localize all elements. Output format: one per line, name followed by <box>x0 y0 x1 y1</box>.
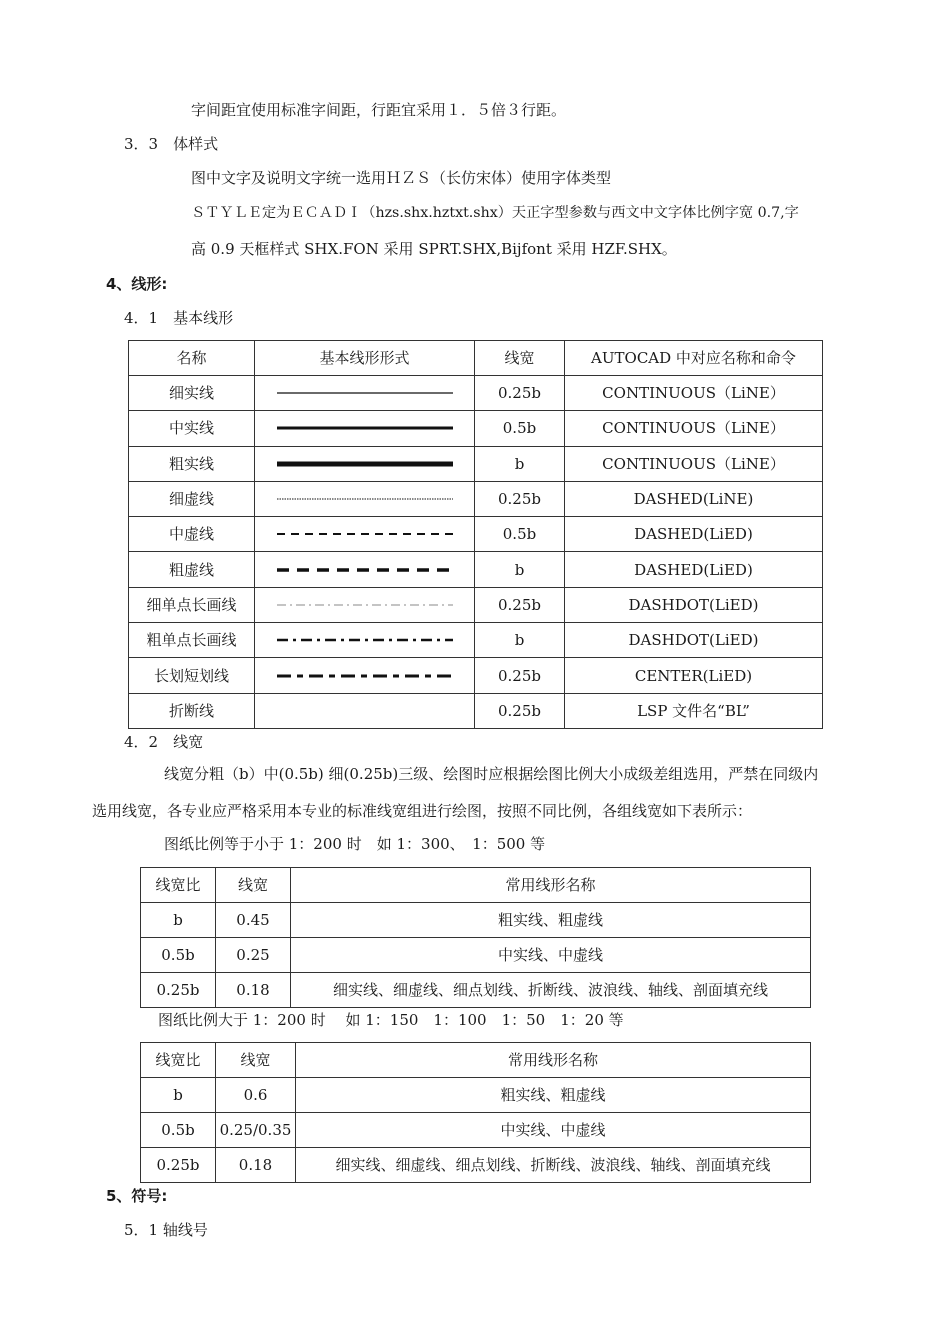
cell-linewidth: 0.5b <box>475 411 565 446</box>
cell-linetype-sample <box>255 376 475 411</box>
cell-linetype-name: 粗虚线 <box>129 552 255 587</box>
header-name: 名称 <box>129 341 255 376</box>
cell-linetype-name: 长划短划线 <box>129 658 255 693</box>
section-3-3-heading: 3．3 体样式 <box>124 135 219 153</box>
table-row <box>129 411 823 446</box>
table-row <box>129 552 823 587</box>
cell-linewidth: b <box>475 446 565 481</box>
cell-linetype-name: 细实线 <box>129 376 255 411</box>
header-width: 线宽 <box>216 1043 296 1078</box>
cell-linewidth: b <box>475 623 565 658</box>
table-row <box>129 587 823 622</box>
table-row <box>129 658 823 693</box>
header-width: 线宽 <box>475 341 565 376</box>
cell-linewidth: 0.25b <box>475 587 565 622</box>
header-ratio: 线宽比 <box>141 1043 216 1078</box>
cell-autocad-command: CONTINUOUS（LiNE） <box>565 411 823 446</box>
lineweight-paragraph-2: 选用线宽，各专业应严格采用本专业的标准线宽组进行绘图，按照不同比例，各组线宽如下表所示： <box>92 802 753 820</box>
table-row <box>141 1148 811 1183</box>
table-row <box>129 517 823 552</box>
cell-types: 细实线、细虚线、细点划线、折断线、波浪线、轴线、剖面填充线 <box>296 1148 811 1183</box>
cell-ratio: 0.5b <box>141 938 216 973</box>
linetype-sample-thin-dashdot <box>275 599 455 611</box>
cell-linetype-sample <box>255 411 475 446</box>
cell-linetype-sample <box>255 481 475 516</box>
cell-autocad-command: DASHED(LiED) <box>565 517 823 552</box>
cell-linetype-name: 中实线 <box>129 411 255 446</box>
cell-width: 0.25/0.35 <box>216 1113 296 1148</box>
header-ratio: 线宽比 <box>141 868 216 903</box>
section-5-heading: 5、符号: <box>106 1187 168 1205</box>
table-row <box>129 446 823 481</box>
header-linetype: 基本线形形式 <box>255 341 475 376</box>
table-header-row <box>141 868 811 903</box>
cell-linetype-name: 细单点长画线 <box>129 587 255 622</box>
lineweight-table-small-scale <box>140 867 811 1008</box>
linetype-sample-thick-solid <box>275 458 455 470</box>
linetype-sample-medium-solid <box>275 422 455 434</box>
cell-types: 粗实线、粗虚线 <box>291 903 811 938</box>
table-row <box>141 938 811 973</box>
line-spacing-text: 字间距宜使用标准字间距，行距宜采用１．５倍３行距。 <box>191 101 567 119</box>
cell-autocad-command: DASHDOT(LiED) <box>565 587 823 622</box>
cell-autocad-command: DASHED(LiED) <box>565 552 823 587</box>
linetype-sample-thin-solid <box>275 387 455 399</box>
cell-autocad-command: CONTINUOUS（LiNE） <box>565 446 823 481</box>
font-paragraph-2: ＳＴＹＬＥ定为ＥＣＡＤＩ（hzs.shx.hztxt.shx）天正字型参数与西文中文字体比例字宽 0.7,字 <box>191 205 799 221</box>
cell-linetype-sample <box>255 517 475 552</box>
header-types: 常用线形名称 <box>291 868 811 903</box>
cell-autocad-command: CENTER(LiED) <box>565 658 823 693</box>
cell-linetype-name: 粗实线 <box>129 446 255 481</box>
linetype-sample-medium-dashed <box>275 528 455 540</box>
header-autocad: AUTOCAD 中对应名称和命令 <box>565 341 823 376</box>
section-5-1-heading: 5．1 轴线号 <box>124 1221 208 1239</box>
scale-caption-2: 图纸比例大于 1：200 时 如 1：150 1：100 1：50 1：20 等 <box>158 1011 624 1029</box>
cell-width: 0.6 <box>216 1078 296 1113</box>
section-4-heading: 4、线形: <box>106 275 168 293</box>
table-row <box>129 481 823 516</box>
cell-linetype-name: 细虚线 <box>129 481 255 516</box>
cell-types: 细实线、细虚线、细点划线、折断线、波浪线、轴线、剖面填充线 <box>291 973 811 1008</box>
table-header-row <box>129 341 823 376</box>
cell-linetype-sample <box>255 587 475 622</box>
table-row <box>141 1113 811 1148</box>
table-row <box>141 903 811 938</box>
cell-linetype-name: 中虚线 <box>129 517 255 552</box>
cell-linetype-name: 折断线 <box>129 693 255 728</box>
section-4-1-heading: 4．1 基本线形 <box>124 309 234 327</box>
header-types: 常用线形名称 <box>296 1043 811 1078</box>
cell-width: 0.18 <box>216 973 291 1008</box>
scale-caption-1: 图纸比例等于小于 1：200 时 如 1：300、 1：500 等 <box>164 835 546 853</box>
font-paragraph-1: 图中文字及说明文字统一选用ＨＺＳ（长仿宋体）使用字体类型 <box>191 169 612 187</box>
table-row <box>129 693 823 728</box>
lineweight-paragraph-1: 线宽分粗（b）中(0.5b) 细(0.25b)三级、绘图时应根据绘图比例大小成级差组选用，严禁在同级内 <box>164 765 819 783</box>
cell-ratio: 0.25b <box>141 1148 216 1183</box>
cell-width: 0.18 <box>216 1148 296 1183</box>
table-row <box>129 623 823 658</box>
table-row <box>141 973 811 1008</box>
table-row <box>129 376 823 411</box>
cell-linewidth: 0.25b <box>475 481 565 516</box>
cell-types: 中实线、中虚线 <box>296 1113 811 1148</box>
cell-linetype-sample <box>255 693 475 728</box>
linetype-sample-thin-dashed <box>275 493 455 505</box>
font-paragraph-3: 高 0.9 天框样式 SHX.FON 采用 SPRT.SHX,Bijfont 采用 HZF.SHX。 <box>191 240 677 258</box>
cell-ratio: 0.25b <box>141 973 216 1008</box>
cell-ratio: b <box>141 1078 216 1113</box>
cell-autocad-command: CONTINUOUS（LiNE） <box>565 376 823 411</box>
table-row <box>141 1078 811 1113</box>
cell-linetype-sample <box>255 658 475 693</box>
cell-linewidth: 0.25b <box>475 693 565 728</box>
cell-linetype-sample <box>255 623 475 658</box>
cell-linewidth: 0.25b <box>475 658 565 693</box>
cell-linewidth: b <box>475 552 565 587</box>
lineweight-table-large-scale <box>140 1042 811 1183</box>
cell-width: 0.45 <box>216 903 291 938</box>
cell-linetype-name: 粗单点长画线 <box>129 623 255 658</box>
cell-autocad-command: DASHED(LiNE) <box>565 481 823 516</box>
linetype-table <box>128 340 823 729</box>
table-header-row <box>141 1043 811 1078</box>
cell-types: 粗实线、粗虚线 <box>296 1078 811 1113</box>
linetype-sample-thick-dashdot <box>275 634 455 646</box>
cell-linewidth: 0.25b <box>475 376 565 411</box>
cell-ratio: b <box>141 903 216 938</box>
cell-linewidth: 0.5b <box>475 517 565 552</box>
cell-autocad-command: LSP 文件名“BL” <box>565 693 823 728</box>
header-width: 线宽 <box>216 868 291 903</box>
cell-width: 0.25 <box>216 938 291 973</box>
section-4-2-heading: 4．2 线宽 <box>124 733 204 751</box>
cell-types: 中实线、中虚线 <box>291 938 811 973</box>
cell-linetype-sample <box>255 552 475 587</box>
linetype-sample-center <box>275 670 455 682</box>
linetype-sample-thick-dashed <box>275 564 455 576</box>
cell-ratio: 0.5b <box>141 1113 216 1148</box>
cell-autocad-command: DASHDOT(LiED) <box>565 623 823 658</box>
cell-linetype-sample <box>255 446 475 481</box>
